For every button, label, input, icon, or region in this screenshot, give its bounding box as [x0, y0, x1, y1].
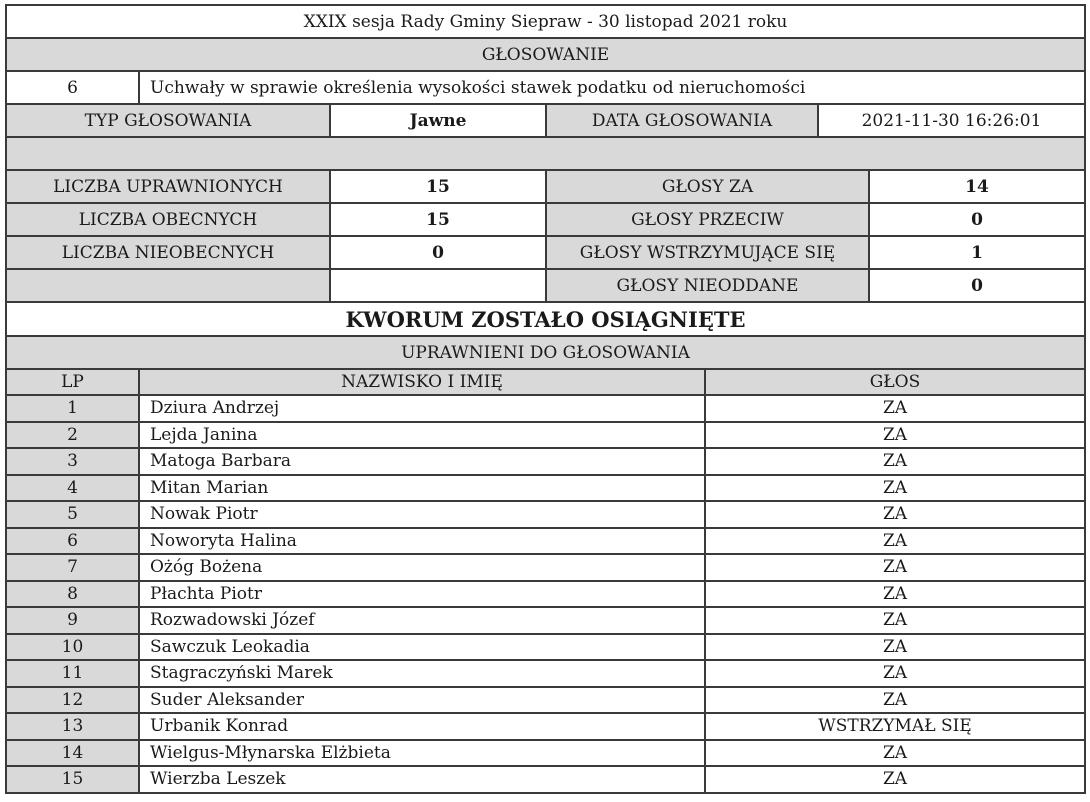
voting-section-label: GŁOSOWANIE — [6, 38, 1085, 71]
votes-for-label: GŁOSY ZA — [546, 170, 869, 203]
voter-vote: ZA — [705, 607, 1085, 634]
voter-lp: 15 — [6, 766, 139, 793]
voters-header-row — [6, 369, 1085, 395]
voter-vote: ZA — [705, 554, 1085, 581]
voter-lp: 10 — [6, 634, 139, 661]
voters-table — [5, 368, 1086, 794]
voter-vote: ZA — [705, 475, 1085, 502]
voter-name: Mitan Marian — [139, 475, 705, 502]
table-row — [6, 660, 1085, 687]
present-value: 15 — [330, 203, 546, 236]
voter-name: Matoga Barbara — [139, 448, 705, 475]
voter-name: Wielgus-Młynarska Elżbieta — [139, 740, 705, 767]
voter-name: Dziura Andrzej — [139, 395, 705, 422]
table-row — [6, 528, 1085, 555]
voter-name: Lejda Janina — [139, 422, 705, 449]
voter-lp: 13 — [6, 713, 139, 740]
votes-abstain-value: 1 — [869, 236, 1085, 269]
vote-date-label: DATA GŁOSOWANIA — [546, 104, 818, 137]
header-table — [5, 4, 1086, 105]
column-header-vote: GŁOS — [705, 369, 1085, 395]
voter-vote: ZA — [705, 448, 1085, 475]
votes-against-label: GŁOSY PRZECIW — [546, 203, 869, 236]
table-row — [6, 475, 1085, 502]
voter-name: Wierzba Leszek — [139, 766, 705, 793]
voter-lp: 14 — [6, 740, 139, 767]
session-title: XXIX sesja Rady Gminy Siepraw - 30 listopad 2021 roku — [6, 5, 1085, 38]
voter-vote: ZA — [705, 634, 1085, 661]
item-title: Uchwały w sprawie określenia wysokości stawek podatku od nieruchomości — [139, 71, 1085, 104]
voter-lp: 3 — [6, 448, 139, 475]
eligible-voters-section-label: UPRAWNIENI DO GŁOSOWANIA — [6, 336, 1085, 369]
votes-for-value: 14 — [869, 170, 1085, 203]
voter-lp: 2 — [6, 422, 139, 449]
voter-lp: 4 — [6, 475, 139, 502]
voter-lp: 7 — [6, 554, 139, 581]
voter-name: Noworyta Halina — [139, 528, 705, 555]
voter-lp: 6 — [6, 528, 139, 555]
eligible-value: 15 — [330, 170, 546, 203]
voter-lp: 11 — [6, 660, 139, 687]
present-label: LICZBA OBECNYCH — [6, 203, 330, 236]
spacer-row — [6, 137, 1085, 170]
voter-name: Urbanik Konrad — [139, 713, 705, 740]
table-row — [6, 740, 1085, 767]
voter-lp: 5 — [6, 501, 139, 528]
voter-vote: ZA — [705, 501, 1085, 528]
quorum-status: KWORUM ZOSTAŁO OSIĄGNIĘTE — [6, 302, 1085, 336]
vote-type-label: TYP GŁOSOWANIA — [6, 104, 330, 137]
voting-protocol-document — [5, 4, 1084, 794]
voter-vote: ZA — [705, 740, 1085, 767]
voter-name: Nowak Piotr — [139, 501, 705, 528]
voter-lp: 12 — [6, 687, 139, 714]
table-row — [6, 713, 1085, 740]
voter-vote: ZA — [705, 395, 1085, 422]
table-row — [6, 422, 1085, 449]
table-row — [6, 634, 1085, 661]
voter-lp: 1 — [6, 395, 139, 422]
voter-vote: ZA — [705, 660, 1085, 687]
eligible-label: LICZBA UPRAWNIONYCH — [6, 170, 330, 203]
stats-table — [5, 169, 1086, 370]
voter-lp: 9 — [6, 607, 139, 634]
vote-type-value: Jawne — [330, 104, 546, 137]
table-row — [6, 607, 1085, 634]
table-row — [6, 687, 1085, 714]
column-header-lp: LP — [6, 369, 139, 395]
item-number: 6 — [6, 71, 139, 104]
voter-vote: ZA — [705, 422, 1085, 449]
vote-meta-table — [5, 103, 1086, 171]
voters-list — [6, 395, 1085, 793]
table-row — [6, 395, 1085, 422]
empty-stat-label — [6, 269, 330, 302]
table-row — [6, 581, 1085, 608]
table-row — [6, 766, 1085, 793]
voter-name: Sawczuk Leokadia — [139, 634, 705, 661]
table-row — [6, 554, 1085, 581]
voter-name: Stagraczyński Marek — [139, 660, 705, 687]
voter-vote: ZA — [705, 766, 1085, 793]
voter-vote: ZA — [705, 581, 1085, 608]
votes-notcast-value: 0 — [869, 269, 1085, 302]
votes-notcast-label: GŁOSY NIEODDANE — [546, 269, 869, 302]
voter-vote: ZA — [705, 528, 1085, 555]
voter-name: Płachta Piotr — [139, 581, 705, 608]
vote-date-value: 2021-11-30 16:26:01 — [818, 104, 1085, 137]
voter-name: Rozwadowski Józef — [139, 607, 705, 634]
voter-name: Suder Aleksander — [139, 687, 705, 714]
table-row — [6, 501, 1085, 528]
table-row — [6, 448, 1085, 475]
column-header-name: NAZWISKO I IMIĘ — [139, 369, 705, 395]
votes-against-value: 0 — [869, 203, 1085, 236]
voter-vote: ZA — [705, 687, 1085, 714]
empty-stat-value — [330, 269, 546, 302]
votes-abstain-label: GŁOSY WSTRZYMUJĄCE SIĘ — [546, 236, 869, 269]
absent-value: 0 — [330, 236, 546, 269]
voter-vote: WSTRZYMAŁ SIĘ — [705, 713, 1085, 740]
voter-lp: 8 — [6, 581, 139, 608]
absent-label: LICZBA NIEOBECNYCH — [6, 236, 330, 269]
voter-name: Ożóg Bożena — [139, 554, 705, 581]
